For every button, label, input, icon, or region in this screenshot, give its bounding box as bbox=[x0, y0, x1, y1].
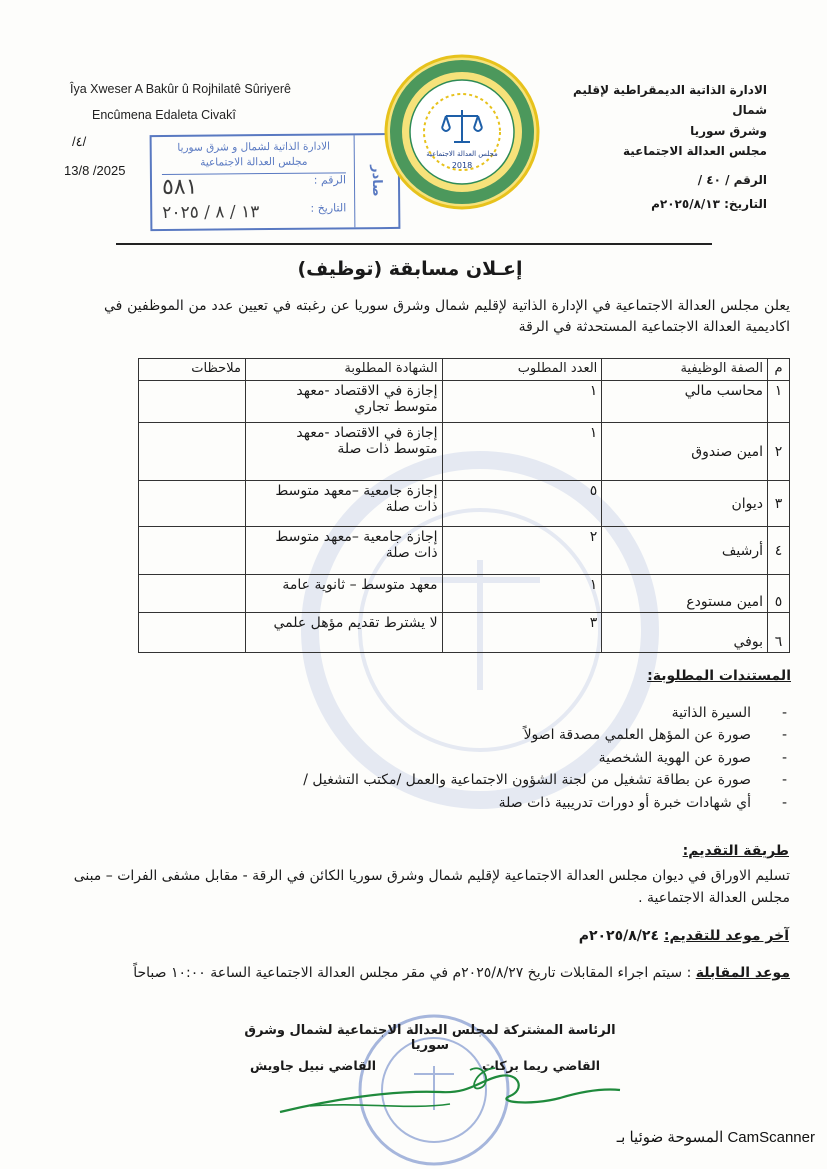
judge-2: القاضي نبيل جاويش bbox=[250, 1058, 376, 1073]
stamp-number-row bbox=[162, 173, 346, 200]
stamp-number-value: ٥٨١ bbox=[161, 174, 198, 200]
row-count: ١ bbox=[442, 575, 602, 613]
documents-heading: المستندات المطلوبة: bbox=[647, 668, 791, 684]
row-title: أرشيف bbox=[602, 527, 768, 575]
row-count: ١ bbox=[442, 423, 602, 481]
list-item: - صورة عن بطاقة تشغيل من لجنة الشؤون الاجتماعية والعمل /مكتب التشغيل / bbox=[237, 769, 757, 791]
table-row bbox=[139, 575, 790, 613]
stamp-side-label: صادر bbox=[368, 165, 385, 197]
row-notes bbox=[139, 613, 246, 653]
list-item: - صورة عن المؤهل العلمي مصدقة اصولاً bbox=[237, 724, 757, 746]
header-right-line3: مجلس العدالة الاجتماعية bbox=[622, 144, 767, 159]
row-num: ٥ bbox=[768, 575, 790, 613]
interview bbox=[118, 963, 790, 985]
row-notes bbox=[139, 481, 246, 527]
row-notes bbox=[139, 527, 246, 575]
col-header-count: العدد المطلوب bbox=[442, 359, 602, 381]
header-right-line2: وشرق سوريا bbox=[690, 123, 767, 138]
header-right-date: التاريخ: ٢٠٢٥/٨/١٣م bbox=[651, 196, 767, 211]
row-title: امين مستودع bbox=[602, 575, 768, 613]
table-row bbox=[139, 613, 790, 653]
camscanner-footer: المسوحة ضوئيا بـ CamScanner bbox=[616, 1129, 815, 1146]
presidency-line: الرئاسة المشتركة لمجلس العدالة الاجتماعية لشمال وشرق سوريا bbox=[244, 1023, 616, 1053]
row-notes bbox=[139, 381, 246, 423]
row-title: بوفي bbox=[602, 613, 768, 653]
deadline-label: آخر موعد للتقديم: bbox=[663, 928, 789, 944]
stamp-date-row bbox=[162, 201, 346, 223]
table-row bbox=[139, 527, 790, 575]
row-num: ٢ bbox=[768, 423, 790, 481]
col-header-notes: ملاحظات bbox=[139, 359, 246, 381]
row-num: ٣ bbox=[768, 481, 790, 527]
row-num: ٦ bbox=[768, 613, 790, 653]
stamp-line1: الادارة الذاتية لشمال و شرق سوريا bbox=[177, 140, 331, 154]
row-cert: معهد متوسط – ثانوية عامة bbox=[245, 575, 442, 613]
application-text: تسليم الاوراق في ديوان مجلس العدالة الاجتماعية لإقليم شمال وشرق سوريا الكائن في الرقة - مقابل مشفى الفرات – مبنى مجلس العدالة الاجتماعية . bbox=[73, 868, 790, 906]
col-header-cert: الشهادة المطلوبة bbox=[245, 359, 442, 381]
judge-1: القاضي ريما بركات bbox=[481, 1058, 600, 1073]
row-cert: إجازة في الاقتصاد -معهد متوسط ذات صلة bbox=[245, 423, 442, 481]
row-cert: إجازة جامعية –معهد متوسط ذات صلة bbox=[245, 481, 442, 527]
list-item: - السيرة الذاتية bbox=[237, 702, 757, 724]
row-cert: لا يشترط تقديم مؤهل علمي bbox=[245, 613, 442, 653]
header-left-ref: /٤/ bbox=[72, 134, 87, 149]
header-divider bbox=[116, 243, 712, 245]
list-item: - صورة عن الهوية الشخصية bbox=[237, 747, 757, 769]
row-notes bbox=[139, 575, 246, 613]
row-cert: إجازة جامعية –معهد متوسط ذات صلة bbox=[245, 527, 442, 575]
stamp-date-value: ١٣ / ٨ / ٢٠٢٥ bbox=[162, 202, 260, 223]
row-count: ٣ bbox=[442, 613, 602, 653]
col-header-num: م bbox=[768, 359, 790, 381]
stamp-header bbox=[162, 139, 346, 175]
table-row bbox=[139, 481, 790, 527]
header-left-line1: Îya Xweser A Bakûr û Rojhilatê Sûriyerê bbox=[70, 82, 291, 96]
header-right bbox=[547, 80, 767, 214]
table-header-row bbox=[139, 359, 790, 381]
row-title: امين صندوق bbox=[602, 423, 768, 481]
announcement-title: إعـلان مسابقة (توظيف) bbox=[297, 258, 523, 280]
row-count: ٥ bbox=[442, 481, 602, 527]
table-row bbox=[139, 423, 790, 481]
interview-label: موعد المقابلة bbox=[695, 965, 790, 981]
outgoing-stamp bbox=[150, 133, 401, 231]
council-logo-svg bbox=[382, 52, 542, 212]
row-title: ديوان bbox=[602, 481, 768, 527]
row-count: ١ bbox=[442, 381, 602, 423]
list-item: - أي شهادات خبرة أو دورات تدريبية ذات صلة bbox=[237, 792, 757, 814]
header-left-line2: Encûmena Edaleta Civakî bbox=[92, 108, 236, 122]
deadline bbox=[579, 928, 789, 944]
row-cert: إجازة في الاقتصاد -معهد متوسط تجاري bbox=[245, 381, 442, 423]
header-right-ref: الرقم / ٤٠ / bbox=[697, 172, 767, 187]
jobs-table bbox=[138, 358, 790, 653]
table-row bbox=[139, 381, 790, 423]
header-right-line1: الادارة الذاتية الديمقراطية لإقليم شمال bbox=[573, 83, 767, 118]
handwritten-signature bbox=[270, 1040, 630, 1140]
deadline-value: ٢٠٢٥/٨/٢٤م bbox=[578, 928, 659, 944]
announcement-intro: يعلن مجلس العدالة الاجتماعية في الإدارة الذاتية لإقليم شمال وشرق سوريا عن رغبته في تعيين عدد من الموظفين في اكاديمية العدالة الاجتماعية المستحدثة في الرقة bbox=[104, 298, 790, 336]
col-header-title: الصفة الوظيفية bbox=[602, 359, 768, 381]
stamp-date-label: التاريخ : bbox=[310, 201, 347, 215]
interview-text: : سيتم اجراء المقابلات تاريخ ٢٠٢٥/٨/٢٧م في مقر مجلس العدالة الاجتماعية الساعة ١٠:٠٠ صباحاً bbox=[133, 965, 692, 981]
row-num: ٤ bbox=[768, 527, 790, 575]
row-title: محاسب مالي bbox=[602, 381, 768, 423]
logo-center-text: مجلس العدالة الاجتماعية bbox=[426, 150, 498, 158]
stamp-line2: مجلس العدالة الاجتماعية bbox=[200, 155, 308, 169]
row-count: ٢ bbox=[442, 527, 602, 575]
row-notes bbox=[139, 423, 246, 481]
stamp-number-label: الرقم : bbox=[313, 173, 347, 187]
documents-list bbox=[237, 702, 757, 814]
header-left-date: 13/8 /2025 bbox=[64, 163, 126, 178]
council-logo bbox=[382, 52, 542, 212]
logo-year: 2018 bbox=[451, 161, 473, 170]
row-num: ١ bbox=[768, 381, 790, 423]
application-heading: طريقة التقديم: bbox=[682, 843, 789, 859]
